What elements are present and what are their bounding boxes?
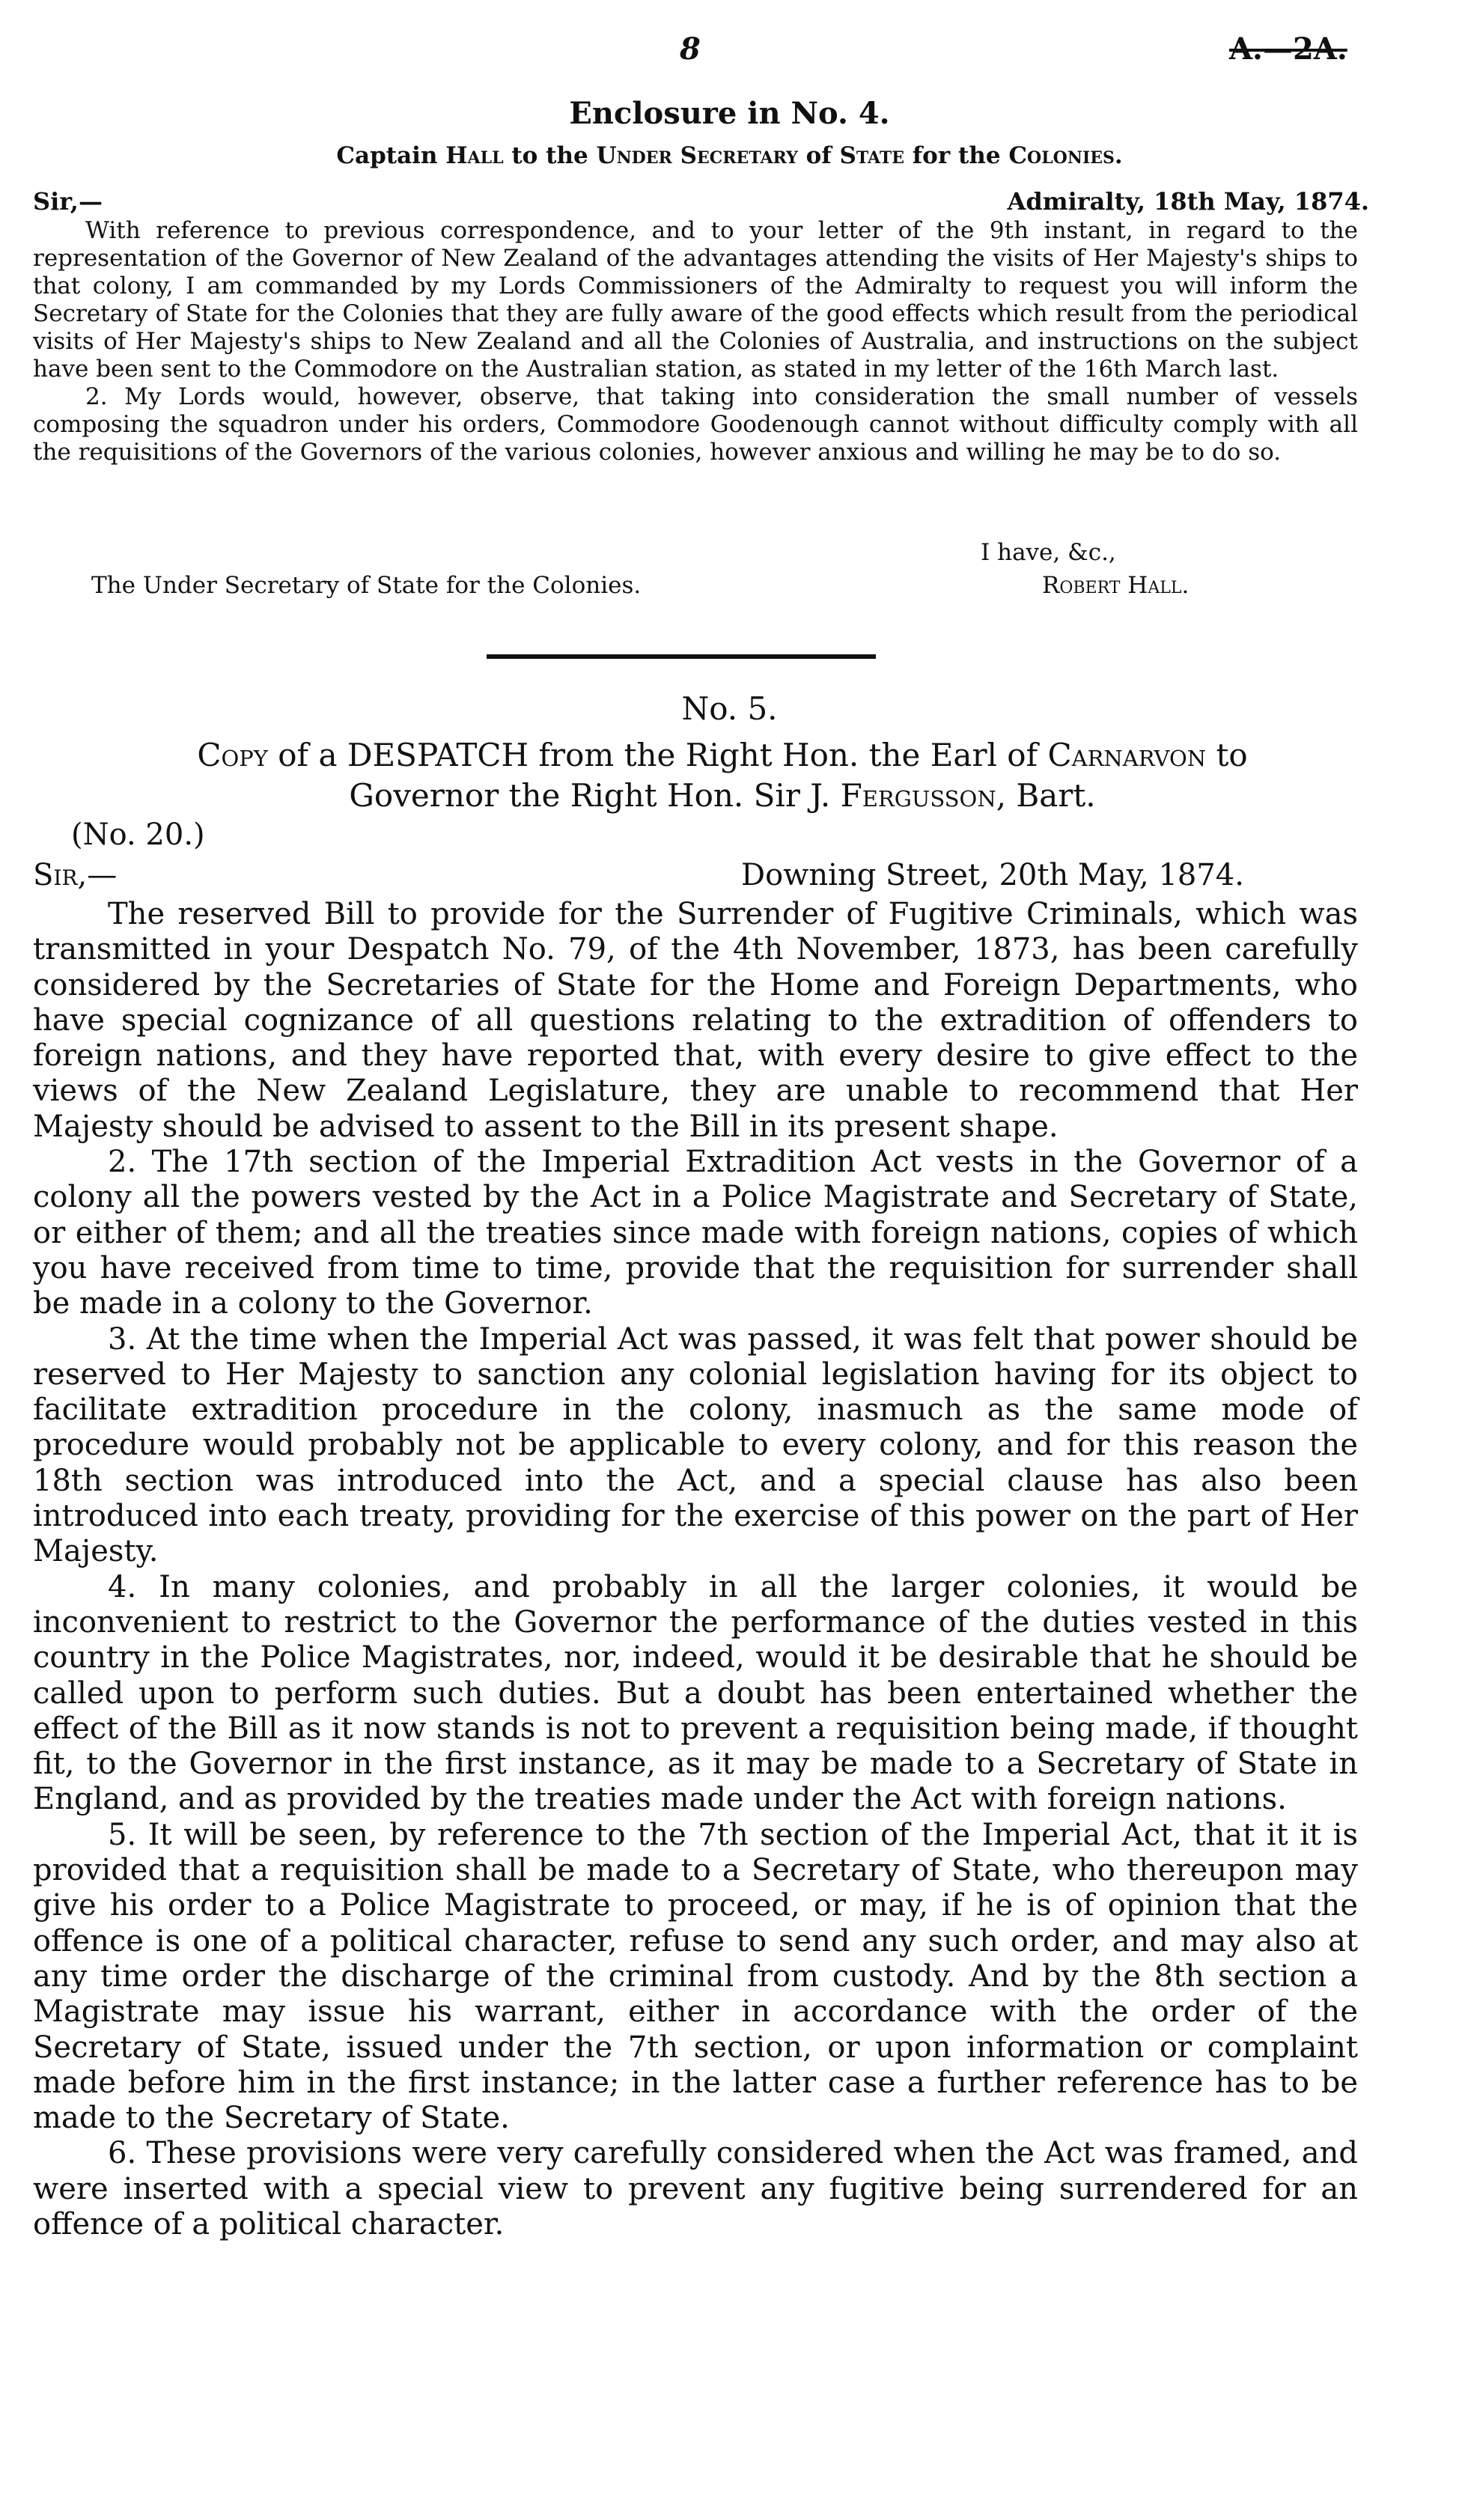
title-name-2: Fergusson xyxy=(840,777,996,814)
title-copy: Copy xyxy=(197,737,268,773)
enclosure-paragraph: With reference to previous correspondence, and to your letter of the 9th instant, in regard to the representation of the Governor of New Zealand of the advantages attending the visits of Her Majesty's ships to that colony, I am commanded by my Lords Commissioners of the Admiralty to request you will inform the Secretary of State for the Colonies that they are fully aware of the good effects which result from the periodical visits of Her Majesty's ships to New Zealand and all the Colonies of Australia, and instructions on the subject have been sent to the Commodore on the Australian station, as stated in my letter of the 16th March last. xyxy=(33,217,1358,383)
subheading-prefix: Captain xyxy=(336,142,438,169)
title-bart: , Bart. xyxy=(996,777,1096,814)
enclosure-subheading xyxy=(0,142,1459,169)
despatch-reference: (No. 20.) xyxy=(71,818,205,852)
subheading-colonies: Colonies. xyxy=(1008,142,1123,169)
despatch-salutation: Sir,— xyxy=(33,858,118,892)
title-text-2: Governor the Right Hon. Sir J. xyxy=(349,777,831,814)
page-number: 8 xyxy=(680,31,701,67)
despatch-paragraph: 2. The 17th section of the Imperial Extradition Act vests in the Governor of a colony all the powers vested by the Act in a Police Magistrate and Secretary of State, or either of them; and all the treaties since made with foreign nations, copies of which you have received from time to time, provide that the requisition for surrender shall be made in a colony to the Governor. xyxy=(33,1145,1358,1321)
despatch-paragraph: The reserved Bill to provide for the Surrender of Fugitive Criminals, which was transmitted in your Despatch No. 79, of the 4th November, 1873, has been carefully considered by the Secretaries of State for the Home and Foreign Departments, who have special cognizance of all questions relating to the extradition of offenders to foreign nations, and they have reported that, with every desire to give effect to the views of the New Zealand Legislature, they are unable to recommend that Her Majesty should be advised to assent to the Bill in its present shape. xyxy=(33,897,1358,1144)
despatch-number: No. 5. xyxy=(681,690,778,727)
despatch-paragraph: 3. At the time when the Imperial Act was passed, it was felt that power should be reserved to Her Majesty to sanction any colonial legislation having for its object to facilitate extradition procedure in the colony, inasmuch as the same mode of procedure would probably not be applicable to every colony, and for this reason the 18th section was introduced into the Act, and a special clause has also been introduced into each treaty, providing for the exercise of this power on the part of Her Majesty. xyxy=(33,1321,1358,1569)
subheading-name: Hall xyxy=(445,142,504,169)
enclosure-heading: Enclosure in No. 4. xyxy=(569,96,890,131)
section-divider xyxy=(487,654,876,659)
despatch-date: Downing Street, 20th May, 1874. xyxy=(741,858,1244,892)
subheading-mid: to the xyxy=(511,142,588,169)
subheading-office: Under Secretary xyxy=(596,142,798,169)
title-text-1: of a DESPATCH from the Right Hon. the Earl of xyxy=(278,737,1038,773)
despatch-body xyxy=(33,897,1358,2242)
subheading-state: State xyxy=(839,142,905,169)
title-name-1: Carnarvon xyxy=(1047,737,1207,773)
title-to: to xyxy=(1216,737,1248,773)
enclosure-paragraph: 2. My Lords would, however, observe, that taking into consideration the small number of vessels composing the squadron under his orders, Commodore Goodenough cannot without difficulty comply with all the requisitions of the Governors of the various colonies, however anxious and willing he may be to do so. xyxy=(33,383,1358,466)
subheading-for: for the xyxy=(912,142,1001,169)
despatch-paragraph: 5. It will be seen, by reference to the 7th section of the Imperial Act, that it it is provided that a requisition shall be made to a Secretary of State, who thereupon may give his order to a Police Magistrate to proceed, or may, if he is of opinion that the offence is one of a political character, refuse to send any such order, and may also at any time order the discharge of the criminal from custody. And by the 8th section a Magistrate may issue his warrant, either in accordance with the order of the Secretary of State, issued under the 7th section, or upon information or complaint made before him in the first instance; in the latter case a further reference has to be made to the Secretary of State. xyxy=(33,1817,1358,2136)
enclosure-date: Admiralty, 18th May, 1874. xyxy=(1007,187,1369,216)
enclosure-closing: I have, &c., xyxy=(981,539,1116,566)
enclosure-salutation: Sir,— xyxy=(33,187,103,216)
despatch-paragraph: 4. In many colonies, and probably in all the larger colonies, it would be inconvenient to restrict to the Governor the performance of the duties vested in this country in the Police Magistrates, nor, indeed, would it be desirable that he should be called upon to perform such duties. But a doubt has been entertained whether the effect of the Bill as it now stands is not to prevent a requisition being made, if thought fit, to the Governor in the first instance, as it may be made to a Secretary of State in England, and as provided by the treaties made under the Act with foreign nations. xyxy=(33,1569,1358,1817)
enclosure-body xyxy=(33,217,1358,466)
page-reference: A.—2A. xyxy=(1229,31,1347,67)
subheading-of: of xyxy=(805,142,832,169)
despatch-title xyxy=(30,735,1415,816)
enclosure-recipient: The Under Secretary of State for the Colonies. xyxy=(91,572,642,599)
enclosure-signature: Robert Hall. xyxy=(1042,572,1190,599)
despatch-paragraph: 6. These provisions were very carefully considered when the Act was framed, and were inserted with a special view to prevent any fugitive being surrendered for an offence of a political character. xyxy=(33,2136,1358,2241)
